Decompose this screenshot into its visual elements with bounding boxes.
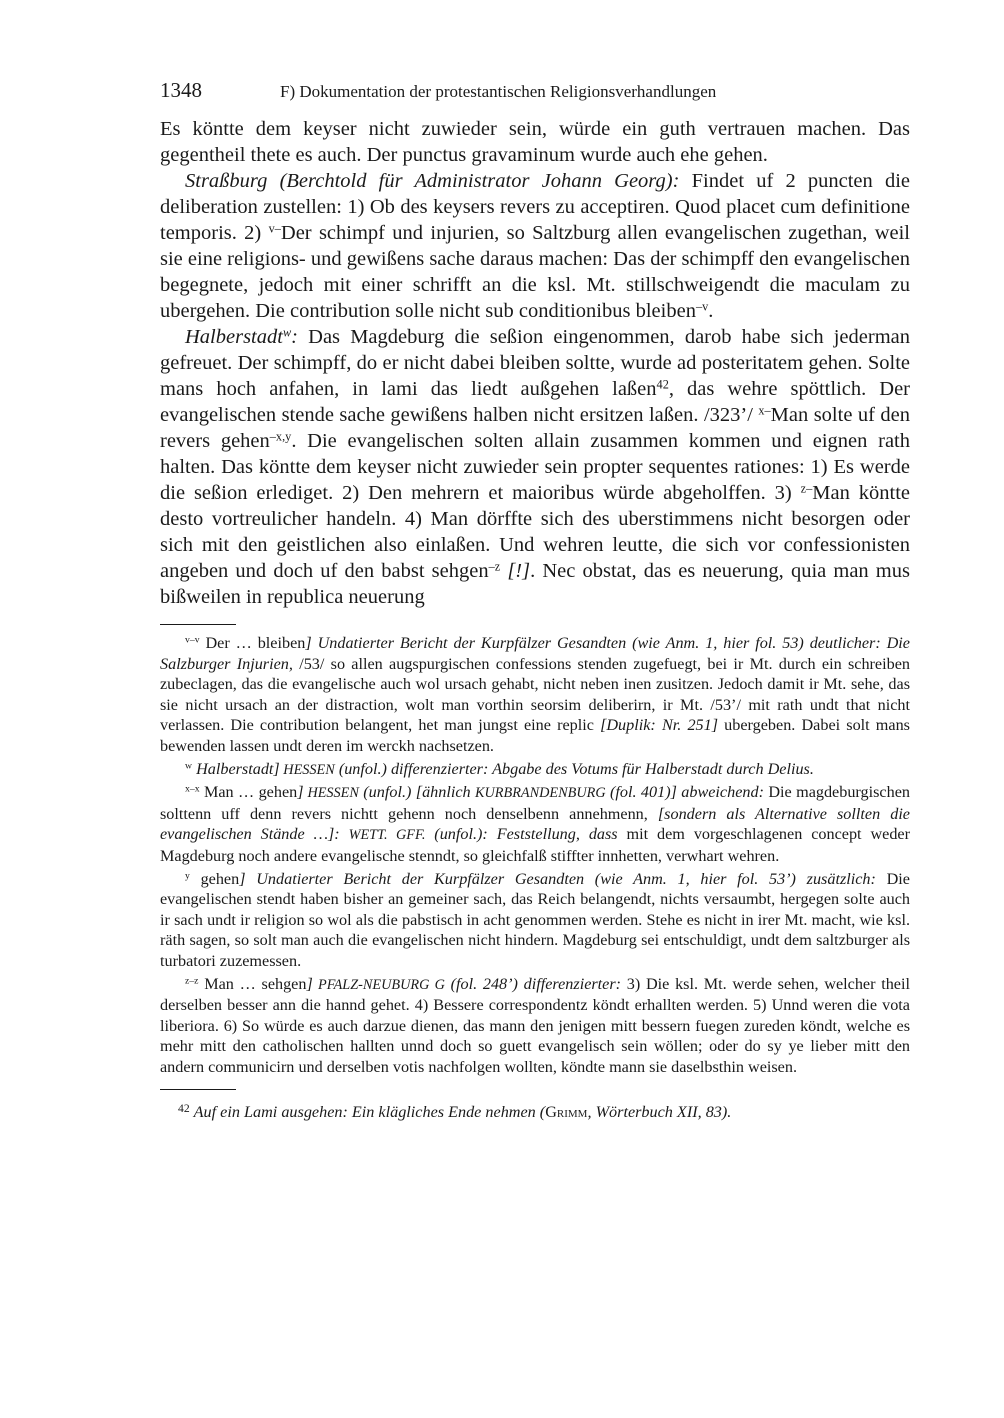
apparatus-divider [160, 624, 236, 625]
apparatus-text: Die evangelischen stendt haben bisher an gemeiner sach, das Reich belangendt, nichts versaumbt, hergegen solte auch ir sach undt ir religion so wol als die pabstisch in acht genommen werden. Stehe es nicht in irer Mt. macht, wie ksl. räth sagen, so solt man auch die evangelischen nicht hindern. Magdeburg sei entschuldigt, undt dem saltzburger als turbatori zuzemessen. [160, 869, 910, 970]
footnote-ref-42[interactable]: 42 [656, 377, 669, 392]
text-segment: Man solte uf den revers gehen [160, 404, 910, 452]
editorial-note: [sondern als Alternative sollten die evangelischen Stände …]: [160, 804, 910, 844]
text-segment: . Die evangelischen solten allain zusammen kommen und eignen rath halten. Das köntte dem keyser nicht zuwieder sein propter sequentes rationes: 1) Es werde die seßion erlediget. 2) Den mehrern et maioribus würde abgeholffen. 3) [160, 430, 911, 504]
apparatus-mark: z–z [185, 975, 199, 987]
text-segment: Findet uf 2 puncten die deliberation zustellen: 1) Ob des keysers revers zu acceptiren. Quod placet cum definitione temporis. 2) [160, 170, 911, 244]
editorial-note: [!] [500, 560, 531, 582]
variant-mark-v-close: –v [695, 299, 709, 314]
apparatus-entry-z [160, 974, 910, 1078]
source-note: (fol. 401)] abweichend: [605, 783, 764, 802]
speaker-halberstadt [185, 326, 298, 348]
speaker-colon: : [291, 326, 298, 348]
lemma-bracket: ] [297, 783, 304, 802]
source-note: (fol. 248’) differenzierter: [444, 974, 622, 993]
lemma: Man … sehgen [198, 974, 307, 993]
apparatus-entry-x [160, 782, 910, 866]
text-segment: Der schimpf und injurien, so Saltzburg allen evangelischen zugethan, weil sie eine religions- und gewißens sache daraus machen: Das der schimpff den evangelischen begegnete, jedoch mit einer schrifft an die ksl. Mt. stillschweigendt die maculam zu ubergehen. Die contribution solle nicht sub conditionibus bleiben [160, 222, 910, 322]
text-segment: . [708, 300, 714, 322]
variant-mark-z-close: –z [488, 559, 501, 574]
lemma: Man … gehen [199, 783, 298, 802]
text-segment: . Nec obstat, das es neuerung, quia man mus bißweilen in republica neuerung [160, 560, 910, 608]
archive-name: HESSEN [279, 761, 335, 778]
source-note: (unfol.): Feststellung, dass [425, 825, 618, 844]
author-name: Grimm [545, 1103, 588, 1122]
source-note: (unfol.) differenzierter: Abgabe des Votums für Halberstadt durch Delius. [334, 759, 814, 778]
apparatus-text: 3) Die ksl. Mt. werde sehen, welcher theil derselben besser ann die hannd gehet. 4) Bessere correspondentz köndt erhallten werden. 5) Unnd weren die vota liberiora. 6) So würde es auch darzue dienen, das mann den jenigen mitt bessern fuegen zureden köndt, welche es mehr mitt den catholischen hallten unnd doch so guett evangelisch sein wöllen; oder do sy ye lieber mitt den andern communicirn und derselben votis nachfolgen wollten, köndte mann sie daselbsthin weisen. [160, 974, 910, 1076]
paragraph-strassburg [160, 168, 910, 324]
paragraph-halberstadt [160, 324, 910, 610]
cross-reference: [Duplik: Nr. 251] [600, 716, 719, 735]
source-note: Undatierter Bericht der Kurpfälzer Gesandten (wie Anm. 1, hier fol. 53’) zusätzlich: [245, 869, 876, 888]
archive-name: HESSEN [303, 785, 359, 802]
lemma-bracket: ] [306, 974, 313, 993]
apparatus-entry-v [160, 633, 910, 757]
lemma: Der … bleiben [199, 634, 306, 652]
apparatus-text: Die magdeburgischen solttenn uff denn revers nichtt gehenn noch denselbenn annehmenn, [160, 783, 910, 823]
archive-name: WETT. GFF. [348, 827, 426, 844]
footnote-number: 42 [178, 1102, 190, 1116]
variant-mark-z-open: z– [800, 481, 813, 496]
variant-mark-x-close: –x,y [269, 429, 292, 444]
apparatus-text: ubergeben. Dabei solt mans bewenden lassen undt deren im werckh nachsetzen. [160, 716, 910, 755]
footnote-text: , Wörterbuch XII, 83). [587, 1103, 732, 1122]
apparatus-text: mit dem vorgeschlagenen concept weder Magdeburg noch andere evangelische stenndt, so gleichfalß stiffter innhetten, verwhart wehren. [160, 825, 911, 865]
speaker-name: Halberstadt [185, 326, 283, 348]
lemma: gehen [189, 869, 240, 888]
variant-mark-w: w [282, 325, 292, 340]
footnote-text: Auf ein Lami ausgehen: Ein klägliches Ende nehmen ( [193, 1103, 546, 1122]
apparatus-text: /53/ so allen augspurgischen confessions stenden zugefuegt, bei ir Mt. durch ein schreiben zubeclagen, das die evangelische auch wol ursach gehabt, nicht neben inen zusitzen. Jedoch damit ir Mt. sehe, das sie nicht ursach an der distraction, wolt man vorthin seorsim deliberirn, ir Mt. /53’/ mit rath undt that nicht verlassen. Die contribution belangent, het man jungst eine replic [160, 654, 910, 735]
footnote-42 [160, 1102, 910, 1123]
source-note: Undatierter Bericht der Kurpfälzer Gesandten (wie Anm. 1, hier fol. 53) deutlicher: Die Salzburger Injurien, [160, 634, 910, 673]
archive-name: PFALZ-NEUBURG G [312, 976, 445, 993]
lemma-bracket: ] [239, 869, 246, 888]
running-title: F) Dokumentation der protestantischen Religionsverhandlungen [280, 82, 717, 101]
apparatus-mark: x–x [185, 783, 200, 795]
running-header [160, 78, 910, 108]
critical-apparatus [160, 633, 910, 1077]
apparatus-entry-w [160, 759, 910, 781]
footnote-divider [160, 1089, 236, 1090]
main-text [160, 116, 910, 610]
text-segment: Das Magdeburg die seßion eingenommen, darob habe sich jederman gefreuet. Der schimpff, do er nicht dabei bleiben soltte, wurde ad posteritatem gehen. Solte mans hoch anfahen, in lami das liedt außgehen laßen [160, 326, 910, 400]
apparatus-mark: w [185, 760, 193, 772]
apparatus-entry-y [160, 869, 910, 972]
footnotes [160, 1102, 910, 1123]
speaker-strassburg: Straßburg (Berchtold für Administrator Johann Georg): [185, 170, 680, 192]
lemma: Halberstadt] [192, 759, 280, 778]
text-segment: , das wehre spöttlich. Der evangelischen stende sache gewißens halben nicht ersitzen laßen. /323’/ [160, 378, 911, 426]
paragraph-1: Es köntte dem keyser nicht zuwieder sein, würde ein guth vertrauen machen. Das gegentheil thete es auch. Der punctus gravaminum wurde auch ehe gehen. [160, 118, 910, 166]
variant-mark-x-open: x– [758, 403, 771, 418]
book-page [160, 78, 910, 1123]
apparatus-mark: y [185, 870, 190, 882]
archive-name: KURBRANDENBURG [475, 785, 606, 802]
source-note: (unfol.) [ähnlich [358, 783, 476, 802]
apparatus-mark: v–v [185, 634, 200, 646]
text-segment: Man köntte desto vortreulicher handeln. 4) Man dörffte sich des uberstimmens nicht besorgen oder sich mit den geistlichen also einlaßen. Und wehren leutte, die sich vor confessionisten angeben und doch uf den babst sehgen [160, 482, 910, 582]
lemma-bracket: ] [305, 634, 312, 652]
page-number: 1348 [160, 78, 202, 102]
variant-mark-v-open: v– [268, 221, 281, 236]
